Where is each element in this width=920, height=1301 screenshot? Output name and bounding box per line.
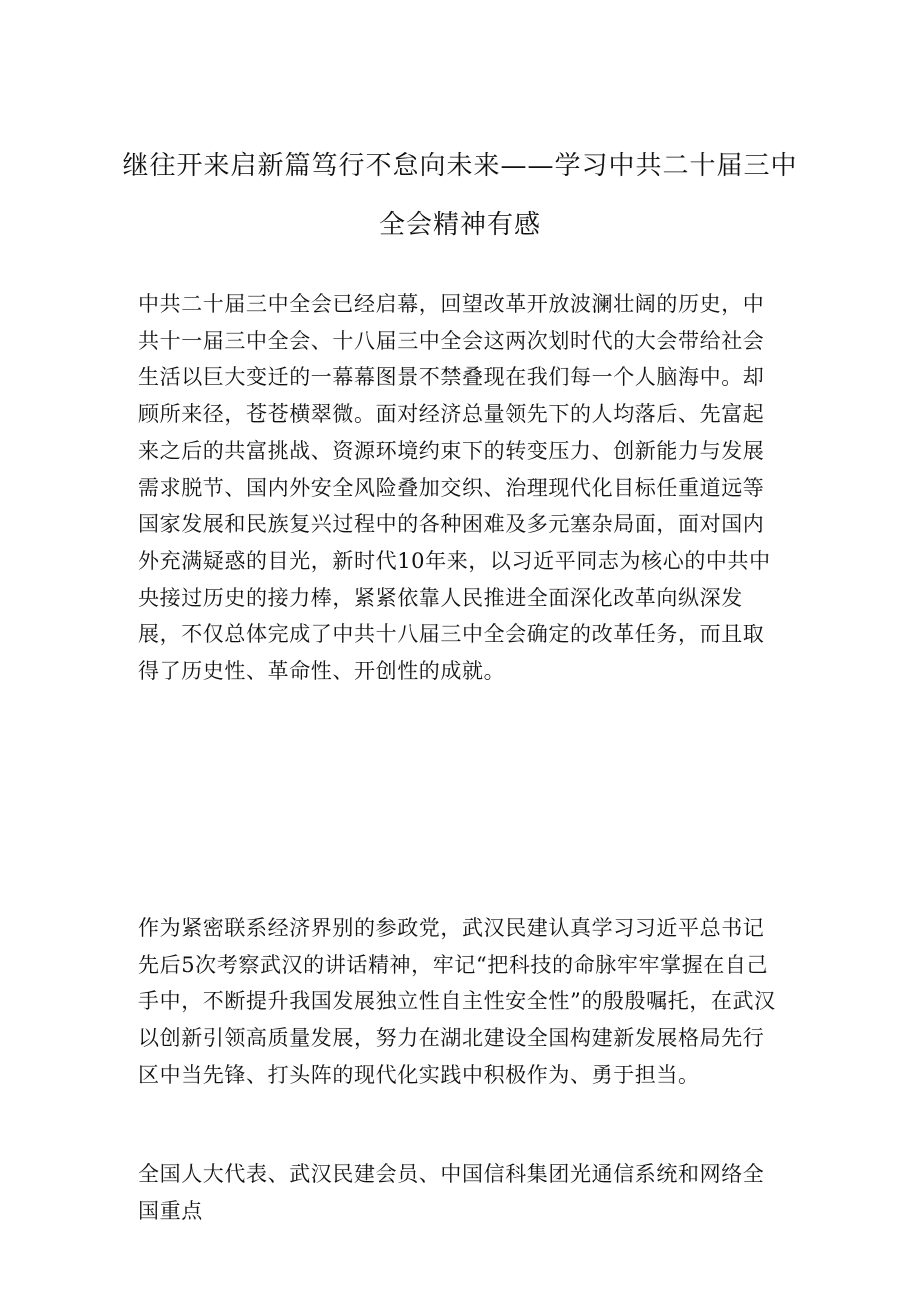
body-paragraph-3: 全国人大代表、武汉民建会员、中国信科集团光通信系统和网络全国重点	[138, 1162, 765, 1223]
body-paragraph-2: 作为紧密联系经济界别的参政党，武汉民建认真学习习近平总书记先后5次考察武汉的讲话精神，牢记“把科技的命脉牢牢掌握在自己手中，不断提升我国发展独立性自主性安全性”的殷殷嘱托，在武汉以创新引领高质量发展，努力在湖北建设全国构建新发展格局先行区中当先锋、打头阵的现代化实践中积极作为、勇于担当。	[138, 916, 776, 1087]
body-paragraph-1: 中共二十届三中全会已经启幕，回望改革开放波澜壮阔的历史，中共十一届三中全会、十八届三中全会这两次划时代的大会带给社会生活以巨大变迁的一幕幕图景不禁叠现在我们每一个人脑海中。却顾所来径，苍苍横翠微。面对经济总量领先下的人均落后、先富起来之后的共富挑战、资源环境约束下的转变压力、创新能力与发展需求脱节、国内外安全风险叠加交织、治理现代化目标任重道远等国家发展和民族复兴过程中的各种困难及多元塞杂局面，面对国内外充满疑惑的目光，新时代10年来，以习近平同志为核心的中共中央接过历史的接力棒，紧紧依靠人民推进全面深化改革向纵深发展，不仅总体完成了中共十八届三中全会确定的改革任务，而且取得了历史性、革命性、开创性的成就。	[138, 292, 771, 684]
document-title-line-2: 全会精神有感	[378, 210, 541, 240]
document-title-line-1: 继往开来启新篇笃行不怠向未来——学习中共二十届三中	[122, 151, 798, 181]
